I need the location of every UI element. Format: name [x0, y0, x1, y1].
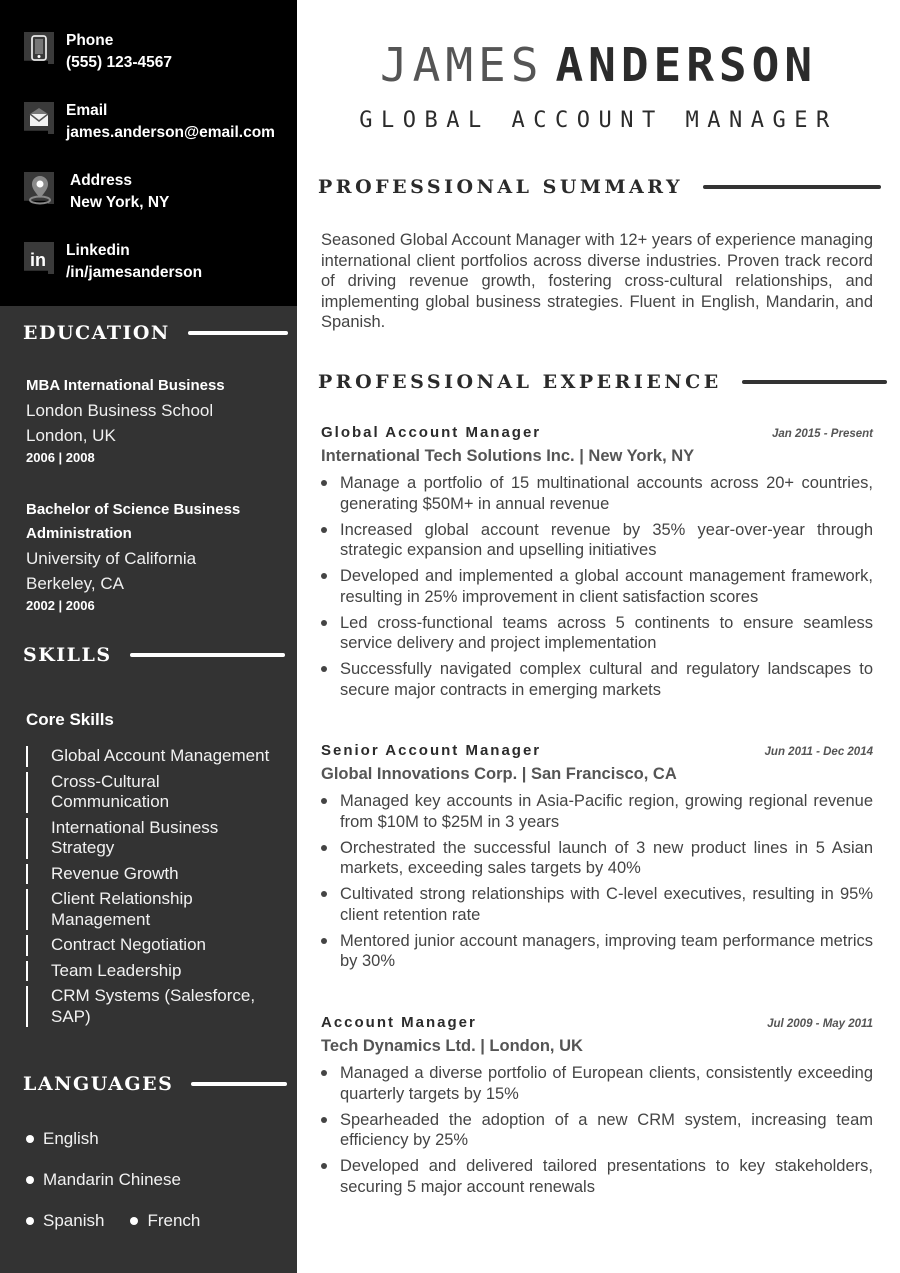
summary-title: PROFESSIONAL SUMMARY: [318, 176, 684, 198]
skill-item: International Business Strategy: [26, 818, 276, 859]
bullet-icon: [321, 845, 327, 851]
contact-label: Email: [66, 102, 108, 119]
bullet-icon: [26, 1217, 34, 1225]
job-company: Tech Dynamics Ltd. | London, UK: [321, 1037, 583, 1055]
years: 2002 | 2006: [26, 598, 95, 613]
summary-heading: [318, 176, 881, 198]
job-bullet: [321, 473, 873, 514]
bullet-icon: [321, 620, 327, 626]
language-name: Spanish: [43, 1211, 105, 1230]
language-item: [26, 1167, 181, 1193]
bullet-text: Cultivated strong relationships with C-level executives, resulting in 95% client retention rate: [340, 885, 873, 924]
job-bullet: [321, 1110, 873, 1151]
email-address[interactable]: james.anderson@email.com: [66, 124, 275, 141]
bullet-text: Manage a portfolio of 15 multinational accounts across 20+ countries, generating $50M+ in annual revenue: [340, 474, 873, 513]
skill-item: Client Relationship Management: [26, 889, 276, 930]
job-bullet: [321, 613, 873, 654]
job-bullet: [321, 884, 873, 925]
bullet-icon: [321, 480, 327, 486]
heading-rule: [742, 380, 887, 384]
contact-block: [0, 0, 297, 306]
languages-heading: [23, 1073, 287, 1095]
job-bullet: [321, 566, 873, 607]
languages-list: [26, 1126, 226, 1249]
school: London Business School: [26, 401, 214, 420]
job-bullet: [321, 931, 873, 972]
job-bullets: [321, 791, 873, 972]
skills-list: [26, 746, 276, 1032]
job-role: Account Manager: [321, 1014, 477, 1031]
skill-item: Team Leadership: [26, 961, 276, 982]
contact-label: Phone: [66, 32, 114, 49]
core-skills-title: Core Skills: [26, 710, 114, 729]
job-bullet: [321, 838, 873, 879]
bullet-icon: [26, 1135, 34, 1143]
job-title: GLOBAL ACCOUNT MANAGER: [359, 108, 838, 133]
last-name: ANDERSON: [555, 38, 818, 92]
job-bullets: [321, 1063, 873, 1197]
bullet-text: Managed a diverse portfolio of European clients, consistently exceeding quarterly targets by 15%: [340, 1064, 873, 1103]
job-role: Senior Account Manager: [321, 742, 542, 759]
bullet-text: Managed key accounts in Asia-Pacific region, growing regional revenue from $10M to $25M in 3 years: [340, 792, 873, 831]
bullet-icon: [321, 938, 327, 944]
job-bullet: [321, 1156, 873, 1197]
job-bullet: [321, 791, 873, 832]
linkedin-icon: [24, 240, 56, 276]
job-company: Global Innovations Corp. | San Francisco, CA: [321, 765, 677, 783]
job-dates: Jan 2015 - Present: [771, 428, 873, 440]
linkedin-handle[interactable]: /in/jamesanderson: [66, 264, 203, 281]
heading-rule: [703, 185, 881, 189]
skill-item: Global Account Management: [26, 746, 276, 767]
contact-email: [24, 100, 275, 144]
bullet-icon: [321, 666, 327, 672]
bullet-icon: [26, 1176, 34, 1184]
language-item: [130, 1208, 200, 1234]
skill-item: Contract Negotiation: [26, 935, 276, 956]
job-bullet: [321, 1063, 873, 1104]
job-role: Global Account Manager: [321, 424, 542, 441]
skill-item: Cross-Cultural Communication: [26, 772, 276, 813]
candidate-name: [297, 38, 900, 92]
heading-rule: [130, 653, 285, 657]
job-bullet: [321, 520, 873, 561]
language-name: French: [147, 1211, 201, 1230]
job-entry: [321, 424, 873, 706]
language-name: English: [43, 1129, 99, 1148]
language-item: [26, 1208, 104, 1234]
bullet-icon: [321, 573, 327, 579]
skills-heading: [23, 644, 285, 666]
bullet-icon: [130, 1217, 138, 1225]
address: New York, NY: [70, 194, 170, 211]
skill-item: CRM Systems (Salesforce, SAP): [26, 986, 276, 1027]
language-name: Mandarin Chinese: [43, 1170, 181, 1189]
job-entry: [321, 742, 873, 977]
heading-rule: [191, 1082, 287, 1086]
experience-title: PROFESSIONAL EXPERIENCE: [318, 371, 722, 393]
job-dates: Jul 2009 - May 2011: [767, 1018, 873, 1030]
bullet-text: Developed and delivered tailored presentations to key stakeholders, securing 5 major account renewals: [340, 1157, 873, 1196]
experience-heading: [318, 371, 887, 393]
main-content: [297, 0, 900, 1273]
years: 2006 | 2008: [26, 450, 95, 465]
contact-address: [24, 170, 169, 214]
contact-label: Linkedin: [66, 242, 130, 259]
phone-number: (555) 123-4567: [66, 54, 172, 71]
bullet-text: Successfully navigated complex cultural and regulatory landscapes to secure major contracts in emerging markets: [340, 660, 873, 699]
education-entry: [26, 374, 286, 468]
skills-title: SKILLS: [23, 644, 112, 666]
contact-label: Address: [70, 172, 133, 189]
bullet-icon: [321, 891, 327, 897]
degree: MBA International Business: [26, 377, 225, 394]
bullet-icon: [321, 527, 327, 533]
email-icon: [24, 100, 56, 136]
job-entry: [321, 1014, 873, 1203]
bullet-text: Spearheaded the adoption of a new CRM system, increasing team efficiency by 25%: [340, 1110, 873, 1149]
school: University of California: [26, 549, 197, 568]
degree: Bachelor of Science Business Administration: [26, 501, 241, 542]
languages-title: LANGUAGES: [23, 1073, 174, 1095]
job-company: International Tech Solutions Inc. | New York, NY: [321, 447, 695, 465]
education-heading: [23, 322, 288, 344]
bullet-icon: [321, 798, 327, 804]
summary-text: Seasoned Global Account Manager with 12+ years of experience managing international client portfolios across diverse industries. Proven track record of driving revenue growth, fostering cross-cultural relationships, and implementing global business strategies. Fluent in English, Mandarin, and Spanish.: [321, 231, 873, 331]
job-dates: Jun 2011 - Dec 2014: [764, 746, 873, 758]
education-entry: [26, 498, 261, 616]
education-title: EDUCATION: [23, 322, 170, 344]
job-bullet: [321, 659, 873, 700]
phone-icon: [24, 30, 56, 66]
linkedin-glyph: in: [30, 250, 46, 270]
sidebar: [0, 0, 297, 1273]
school-location: Berkeley, CA: [26, 574, 124, 593]
heading-rule: [188, 331, 288, 335]
first-name: JAMES: [379, 38, 544, 92]
bullet-icon: [321, 1070, 327, 1076]
contact-linkedin: [24, 240, 202, 284]
location-pin-icon: [24, 170, 56, 206]
language-item: [26, 1126, 99, 1152]
bullet-text: Mentored junior account managers, improving team performance metrics by 30%: [340, 931, 873, 970]
bullet-text: Led cross-functional teams across 5 continents to ensure seamless service delivery and project implementation: [340, 613, 873, 652]
bullet-text: Orchestrated the successful launch of 3 new product lines in 5 Asian markets, exceeding sales targets by 40%: [340, 838, 873, 877]
job-bullets: [321, 473, 873, 700]
skill-item: Revenue Growth: [26, 864, 276, 885]
bullet-text: Increased global account revenue by 35% year-over-year through strategic expansion and upselling initiatives: [340, 520, 873, 559]
bullet-icon: [321, 1117, 327, 1123]
bullet-icon: [321, 1163, 327, 1169]
school-location: London, UK: [26, 426, 116, 445]
bullet-text: Developed and implemented a global account management framework, resulting in 25% improvement in client satisfaction scores: [340, 567, 873, 606]
contact-phone: [24, 30, 172, 74]
